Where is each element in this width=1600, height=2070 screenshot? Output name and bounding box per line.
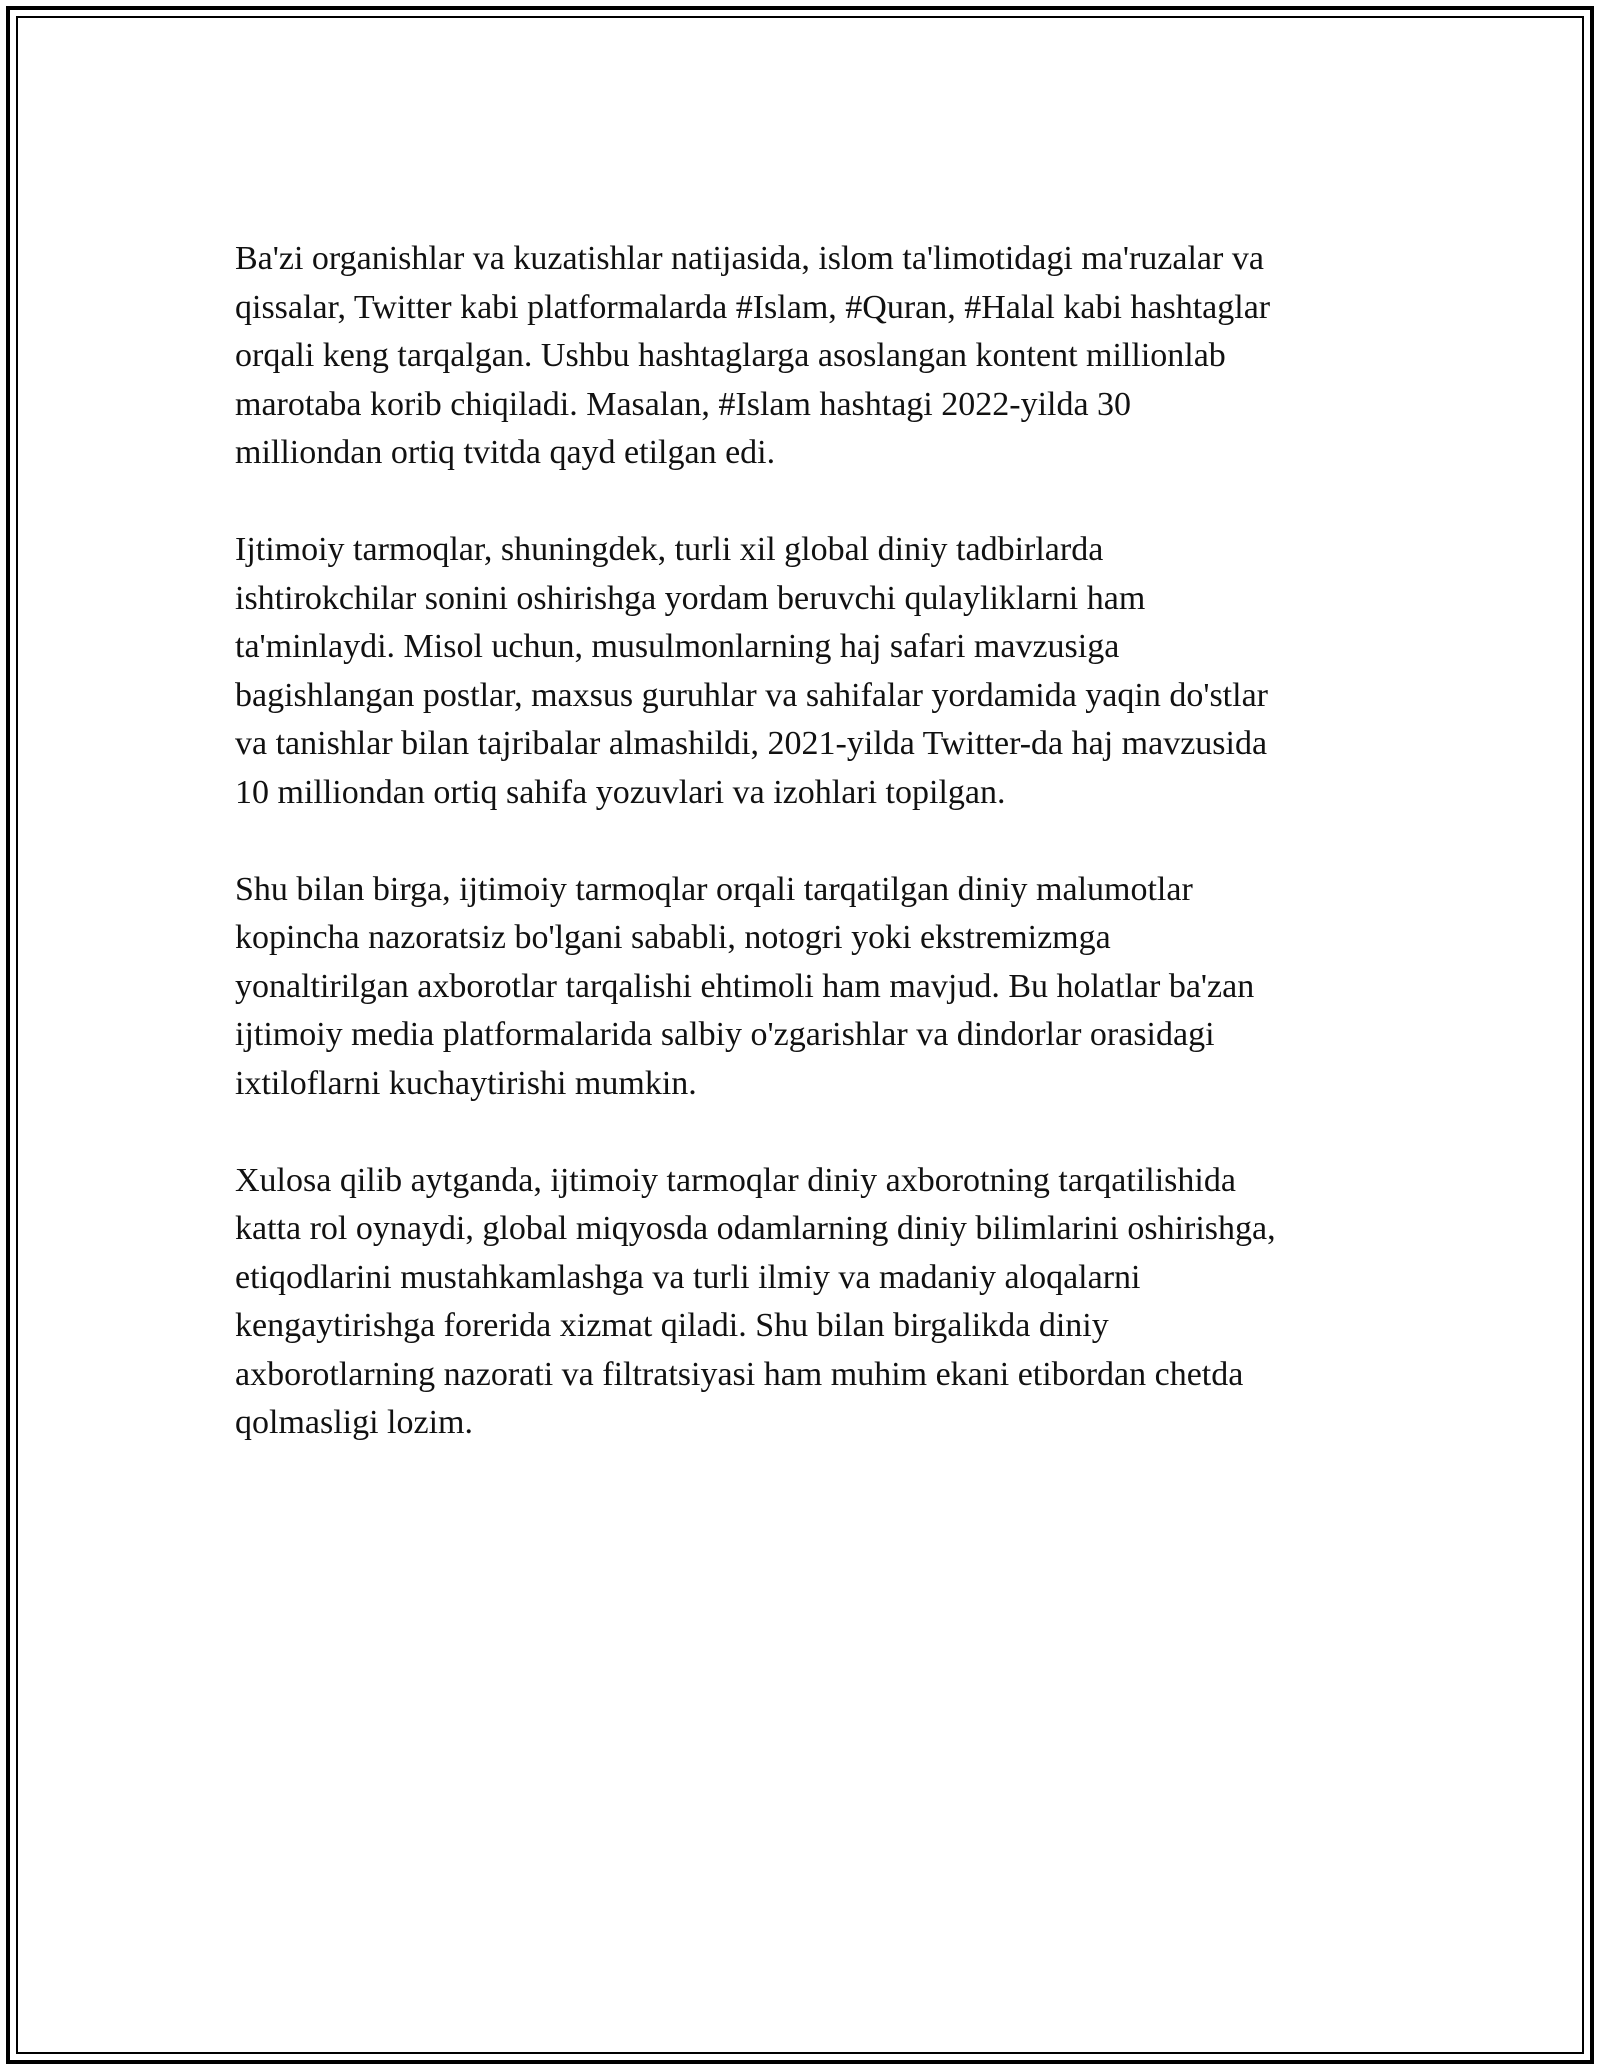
paragraph-3 (235, 866, 1365, 1109)
text-line: kopincha nazoratsiz bo'lgani sababli, notogri yoki ekstremizmga (235, 919, 1111, 956)
text-line: yonaltirilgan axborotlar tarqalishi ehtimoli ham mavjud. Bu holatlar ba'zan (235, 967, 1255, 1005)
paragraph-4 (235, 1157, 1365, 1448)
text-line: va tanishlar bilan tajribalar almashildi, 2021-yilda Twitter-da haj mavzusida (235, 725, 1268, 762)
text-line: Shu bilan birga, ijtimoiy tarmoqlar orqali tarqatilgan diniy malumotlar (235, 870, 1193, 908)
text-line: bagishlangan postlar, maxsus guruhlar va sahifalar yordamida yaqin do'stlar (235, 676, 1268, 714)
text-line: ijtimoiy media platformalarida salbiy o'zgarishlar va dindorlar orasidagi (235, 1016, 1215, 1053)
text-line: ixtiloflarni kuchaytirishi mumkin. (235, 1064, 697, 1102)
text-line: milliondan ortiq tvitda qayd etilgan edi. (235, 434, 776, 471)
text-line: orqali keng tarqalgan. Ushbu hashtaglarga asoslangan kontent millionlab (235, 337, 1226, 374)
text-line: ta'minlaydi. Misol uchun, musulmonlarning haj safari mavzusiga (235, 628, 1120, 665)
text-line: kengaytirishga forerida xizmat qiladi. Shu bilan birgalikda diniy (235, 1307, 1109, 1344)
text-line: marotaba korib chiqiladi. Masalan, #Islam hashtagi 2022-yilda 30 (235, 385, 1132, 423)
text-line: qolmasligi lozim. (235, 1404, 473, 1441)
text-line: etiqodlarini mustahkamlashga va turli ilmiy va madaniy aloqalarni (235, 1258, 1141, 1296)
text-line: 10 milliondan ortiq sahifa yozuvlari va izohlari topilgan. (235, 773, 1006, 811)
paragraph-1 (235, 235, 1365, 478)
text-line: qissalar, Twitter kabi platformalarda #Islam, #Quran, #Halal kabi hashtaglar (235, 288, 1271, 326)
text-line: Ba'zi organishlar va kuzatishlar natijasida, islom ta'limotidagi ma'ruzalar va (235, 240, 1264, 277)
text-line: axborotlarning nazorati va filtratsiyasi ham muhim ekani etibordan chetda (235, 1355, 1244, 1393)
paragraph-2 (235, 526, 1365, 817)
text-line: ishtirokchilar sonini oshirishga yordam beruvchi qulayliklarni ham (235, 579, 1146, 617)
document-body (235, 235, 1365, 1496)
text-line: katta rol oynaydi, global miqyosda odamlarning diniy bilimlarini oshirishga, (235, 1210, 1276, 1247)
text-line: Ijtimoiy tarmoqlar, shuningdek, turli xil global diniy tadbirlarda (235, 531, 1104, 568)
text-line: Xulosa qilib aytganda, ijtimoiy tarmoqlar diniy axborotning tarqatilishida (235, 1161, 1236, 1199)
